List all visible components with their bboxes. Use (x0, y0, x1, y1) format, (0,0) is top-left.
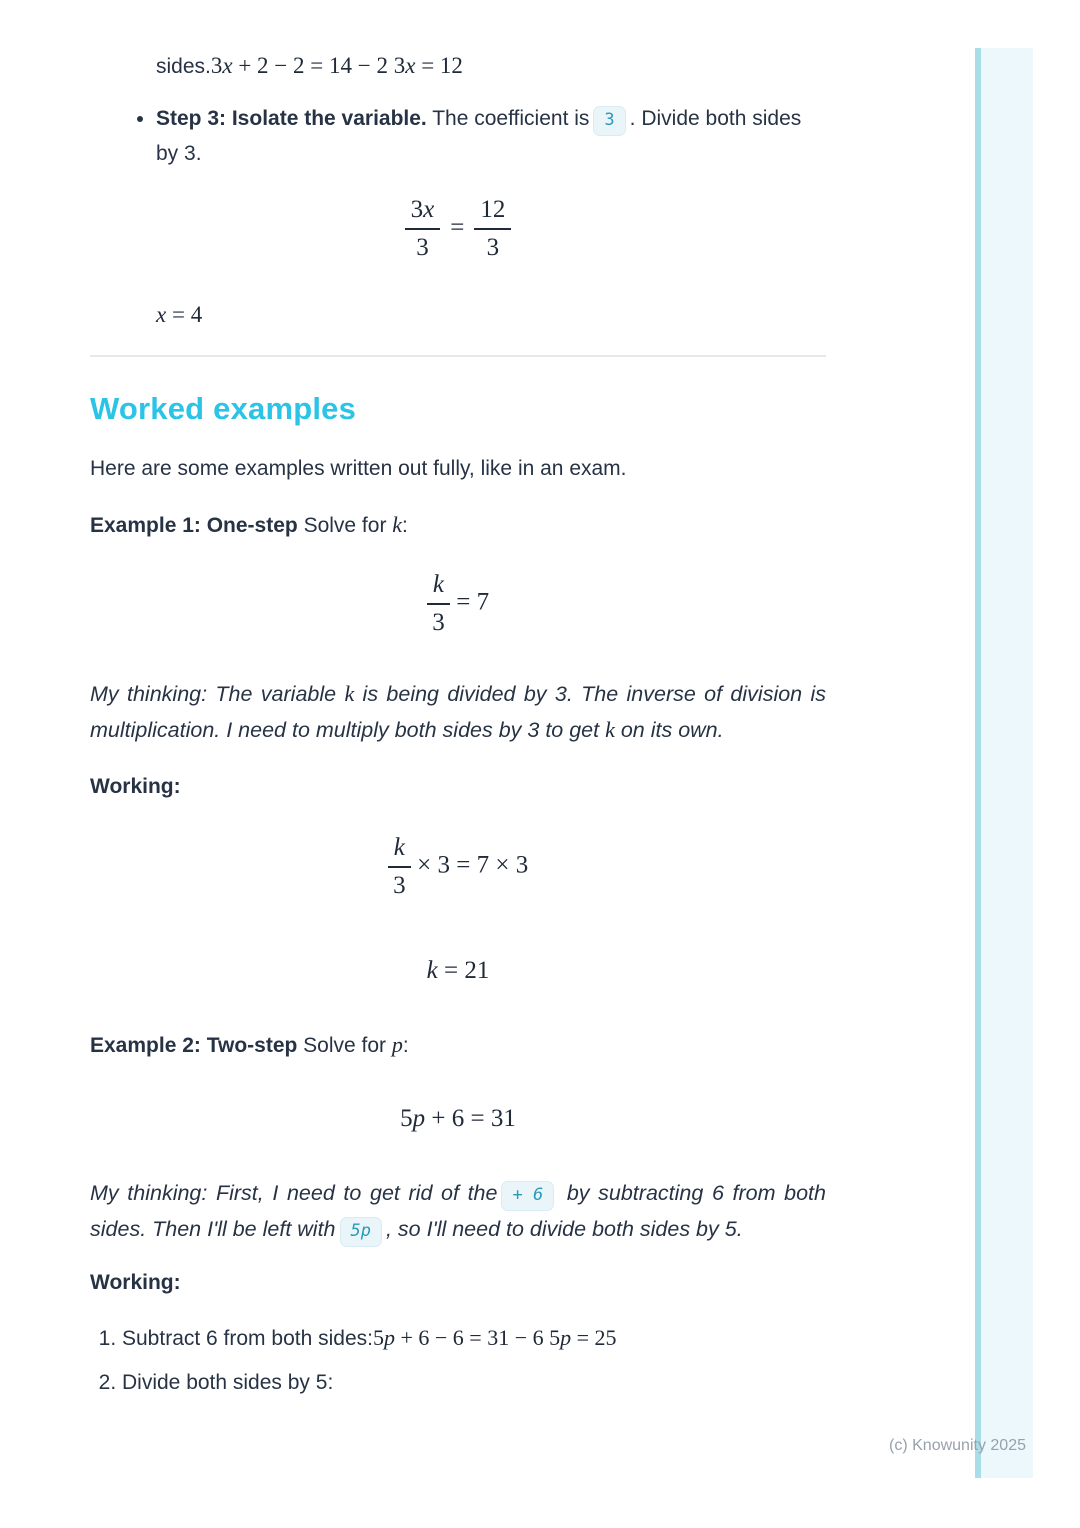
thinking1-variable-k-2: k (605, 717, 615, 742)
example1-variable-k: k (392, 512, 403, 537)
equation-display-k-over-3-equals-7 (90, 570, 826, 638)
example1-title-text: Solve for (297, 514, 393, 537)
section-heading-worked-examples: Worked examples (90, 391, 357, 426)
example2-working-label: Working: (90, 1271, 181, 1294)
equals-sign: = (450, 213, 465, 241)
equation-rhs: = 7 (450, 588, 490, 616)
example2-thinking-paragraph (90, 1175, 826, 1247)
equation-inline-3x-simplify: 3x + 2 − 2 = 14 − 2 3x = 12 (210, 53, 463, 78)
step3-bullet-item (156, 101, 826, 171)
fraction-k-over-3: $\frac{k}{3}$ (427, 570, 450, 638)
equation-display-k-equals-21: k = 21 (426, 957, 490, 984)
section-divider (90, 355, 826, 357)
equation-display-k-over-3-times-3 (90, 833, 826, 901)
previous-step-tail-line (156, 52, 826, 81)
section-intro-text: Here are some examples written out fully, like in an exam. (90, 457, 627, 480)
coefficient-code-chip: 3 (593, 106, 625, 136)
example1-title-bold: Example 1: One-step (90, 514, 298, 537)
equation-rhs-working: × 3 = 7 × 3 (410, 851, 529, 879)
decorative-side-stripe (975, 48, 1033, 1478)
example2-working-steps-list (90, 1323, 826, 1398)
step3-text-after-chip: . Divide both sides by 3. (156, 107, 802, 165)
thinking1-text-2: is being divided by 3. The inverse of division is multiplication. I need to multiply both sides by 3 to get (90, 682, 826, 742)
working-step-2 (122, 1368, 826, 1398)
equation-result-x-equals-4: x = 4 (156, 302, 203, 327)
equation-display-5p-plus-6-equals-31: 5p + 6 = 31 (400, 1105, 516, 1132)
steps-bullet-list (90, 101, 826, 171)
fraction-3x-over-3: $\frac{3x}{3}$ (405, 195, 441, 263)
example2-title-line (90, 1031, 826, 1060)
document-content (90, 0, 826, 1412)
working-step-1-math: 5p + 6 − 6 = 31 − 6 5p = 25 (372, 1325, 617, 1350)
copyright-notice: (c) Knowunity 2025 (889, 1437, 1026, 1454)
fraction-k-over-3-working: $\frac{k}{3}$ (388, 833, 411, 901)
working-step-1-text: Subtract 6 from both sides: (122, 1327, 373, 1350)
step3-title: Step 3: Isolate the variable. (156, 107, 427, 130)
thinking1-text-3: on its own. (614, 718, 724, 742)
example1-working-label: Working: (90, 775, 181, 798)
previous-step-tail-text: sides. (156, 55, 211, 78)
fraction-12-over-3: $\frac{12}{3}$ (474, 195, 511, 263)
example2-title-text: Solve for (297, 1034, 392, 1057)
step3-text-before-chip: The coefficient is (426, 107, 590, 130)
example1-title-colon: : (402, 514, 408, 537)
example1-thinking-paragraph (90, 676, 826, 748)
thinking1-text-1: My thinking: The variable (90, 682, 345, 706)
thinking1-variable-k-1: k (344, 681, 355, 706)
example2-title-bold: Example 2: Two-step (90, 1034, 298, 1057)
plus-6-code-chip: + 6 (501, 1181, 554, 1211)
thinking2-text-1: My thinking: First, I need to get rid of the (90, 1181, 498, 1205)
5p-code-chip: 5p (340, 1217, 382, 1247)
example1-title-line (90, 511, 826, 540)
example2-variable-p: p (391, 1032, 403, 1057)
equation-display-division-both-sides (90, 195, 826, 263)
working-step-1 (122, 1323, 826, 1354)
working-step-2-text: Divide both sides by 5: (122, 1371, 334, 1394)
thinking2-text-2: by subtracting 6 from both sides. Then I'll be left with (90, 1181, 826, 1241)
example2-title-colon: : (402, 1034, 409, 1057)
thinking2-text-3: , so I'll need to divide both sides by 5. (385, 1217, 743, 1241)
